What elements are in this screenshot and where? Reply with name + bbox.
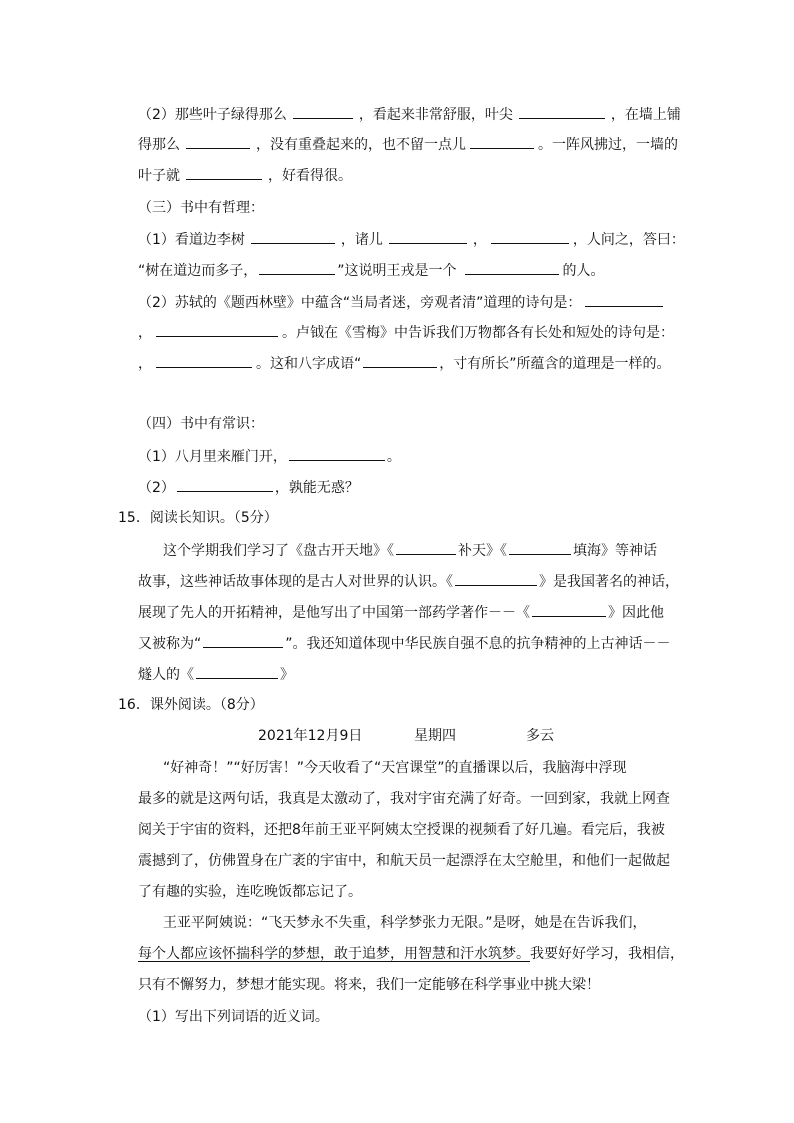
sec2-q2-line3: 叶子就 ，好看得很。 [138, 165, 352, 186]
sec4-q2: （2） ，孰能无惑？ [138, 477, 359, 498]
answer-blank[interactable] [470, 134, 534, 149]
passage-p1-line2: 最多的就是这两句话，我真是太激动了，我对宇宙充满了好奇。一回到家，我就上网查 [138, 791, 670, 807]
passage-p2-line2: 每个人都应该怀揣科学的梦想，敢于追梦，用智慧和汗水筑梦。我要好好学习，我相信， [138, 946, 684, 962]
answer-blank[interactable] [289, 446, 385, 461]
diary-weather: 多云 [526, 728, 554, 744]
underlined-sentence: 每个人都应该怀揣科学的梦想，敢于追梦，用智慧和汗水筑梦。 [138, 946, 530, 962]
answer-blank[interactable] [156, 353, 252, 368]
answer-blank[interactable] [491, 229, 569, 244]
answer-blank[interactable] [259, 260, 335, 275]
passage-p1-line1: “好神奇！”“好厉害！”今天收看了“天宫课堂”的直播课以后，我脑海中浮现 [163, 760, 627, 776]
answer-blank[interactable] [465, 260, 559, 275]
answer-blank[interactable] [186, 134, 250, 149]
sec3-q2-line3: ， 。这和八字成语“ ，寸有所长”所蕴含的道理是一样的。 [138, 353, 671, 374]
answer-blank[interactable] [177, 477, 273, 492]
q15-line4: 又被称为“ ”。我还知道体现中华民族自强不息的抗争精神的上古神话－－ [138, 633, 671, 654]
answer-blank[interactable] [293, 104, 353, 119]
sec3-q2-line2: ， 。卢钺在《雪梅》中告诉我们万物都各有长处和短处的诗句是： [138, 322, 674, 343]
sec3-q2-line1: （2）苏轼的《题西林壁》中蕴含“当局者迷，旁观者清”道理的诗句是： [138, 292, 667, 313]
sec4-q1: （1）八月里来雁门开， 。 [138, 446, 401, 467]
passage-p1-line3: 阅关于宇宙的资料，还把8年前王亚平阿姨太空授课的视频看了好几遍。看完后，我被 [138, 822, 665, 838]
answer-blank[interactable] [363, 353, 437, 368]
q15-title: 15．阅读长知识。（5分） [118, 510, 278, 526]
diary-date: 2021年12月9日 [258, 728, 363, 744]
answer-blank[interactable] [396, 540, 456, 555]
answer-blank[interactable] [532, 602, 606, 617]
answer-blank[interactable] [196, 664, 278, 679]
answer-blank[interactable] [203, 633, 283, 648]
answer-blank[interactable] [156, 322, 278, 337]
passage-p1-line4: 震撼到了，仿佛置身在广袤的宇宙中，和航天员一起漂浮在太空舱里，和他们一起做起 [138, 853, 670, 869]
answer-blank[interactable] [585, 292, 663, 307]
passage-p1-line5: 了有趣的实验，连吃晚饭都忘记了。 [138, 884, 362, 900]
sec2-q2-line2: 得那么 ，没有重叠起来的，也不留一点儿 。一阵风拂过，一墙的 [138, 134, 678, 155]
answer-blank[interactable] [509, 540, 571, 555]
diary-weekday: 星期四 [414, 728, 456, 744]
sec3-q1-line2: “树在道边而多子， ”这说明王戎是一个 的人。 [138, 260, 605, 281]
passage-p2-line1: 王亚平阿姨说：“飞天梦永不失重，科学梦张力无限。”是呀，她是在告诉我们， [163, 915, 647, 931]
sec3-q1-line1: （1）看道边李树 ，诸儿 ， ，人问之，答曰： [138, 229, 685, 250]
q15-line1: 这个学期我们学习了《盘古开天地》《 补天》《 填海》等神话 [163, 540, 657, 561]
answer-blank[interactable] [519, 104, 605, 119]
q15-line2: 故事，这些神话故事体现的是古人对世界的认识。《 》是我国著名的神话， [138, 571, 679, 592]
q16-title: 16．课外阅读。（8分） [118, 697, 264, 713]
q16-sub1: （1）写出下列词语的近义词。 [138, 1009, 329, 1025]
q15-line5: 燧人的《 》 [138, 664, 294, 685]
sec3-heading: （三）书中有哲理： [138, 200, 264, 216]
sec2-q2-line1: （2）那些叶子绿得那么 ，看起来非常舒服，叶尖 ，在墙上铺 [138, 104, 681, 125]
answer-blank[interactable] [389, 229, 467, 244]
q15-line3: 展现了先人的开拓精神，是他写出了中国第一部药学著作－－《 》因此他 [138, 602, 664, 623]
passage-p2-line3: 只有不懈努力，梦想才能实现。将来，我们一定能够在科学事业中挑大梁！ [138, 977, 600, 993]
sec4-heading: （四）书中有常识： [138, 416, 264, 432]
answer-blank[interactable] [251, 229, 335, 244]
answer-blank[interactable] [186, 165, 262, 180]
answer-blank[interactable] [455, 571, 537, 586]
